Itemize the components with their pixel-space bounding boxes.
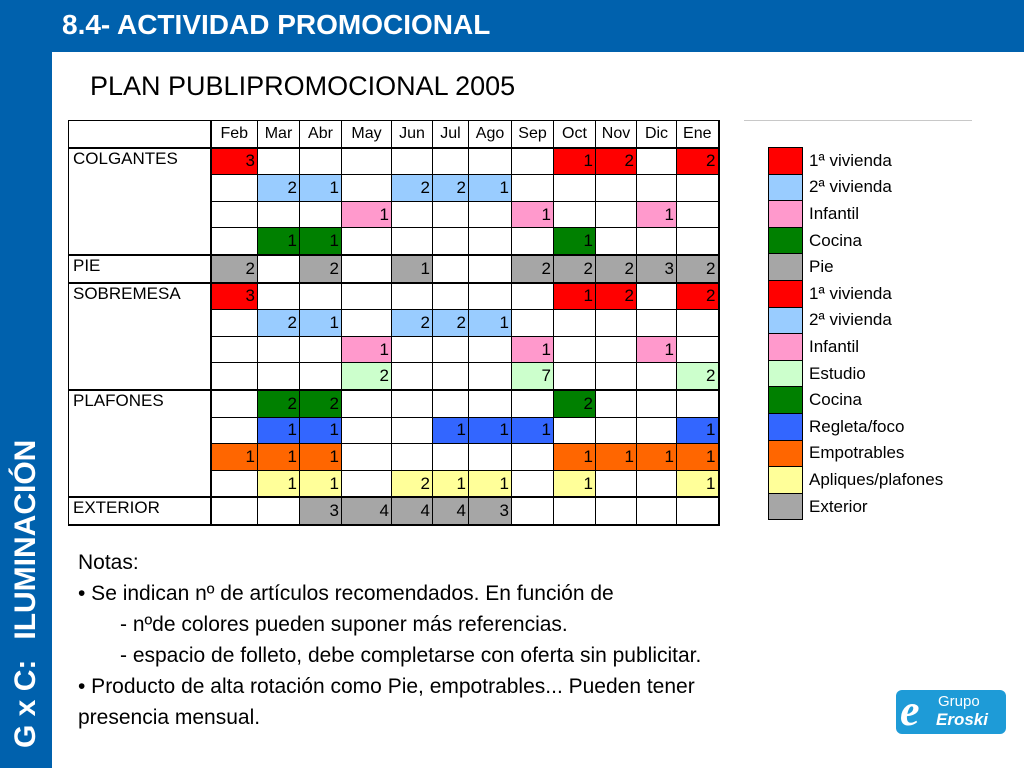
month-cell: 1 xyxy=(469,310,512,337)
color-legend xyxy=(768,147,1003,520)
month-cell xyxy=(554,310,596,337)
legend-label: Infantil xyxy=(809,203,860,223)
month-cell xyxy=(392,228,433,255)
month-cell: 1 xyxy=(392,255,433,283)
category-label: EXTERIOR xyxy=(69,497,211,525)
legend-row xyxy=(769,440,1003,467)
month-cell: 1 xyxy=(211,444,258,471)
legend-swatch xyxy=(769,493,803,520)
month-cell xyxy=(342,417,392,444)
category-label: SOBREMESA xyxy=(69,283,211,390)
month-cell xyxy=(637,470,677,497)
month-cell xyxy=(554,336,596,363)
notes-line: • Producto de alta rotación como Pie, empotrables... Pueden tener xyxy=(78,675,695,698)
month-cell xyxy=(342,283,392,310)
legend-row xyxy=(769,254,1003,281)
month-cell xyxy=(469,255,512,283)
corner-cell xyxy=(69,121,211,148)
month-cell: 1 xyxy=(433,470,469,497)
month-cell xyxy=(596,310,637,337)
month-cell xyxy=(433,363,469,390)
category-label: PIE xyxy=(69,255,211,283)
month-header: Jul xyxy=(433,121,469,148)
month-cell xyxy=(342,390,392,417)
month-cell: 2 xyxy=(677,255,719,283)
month-cell xyxy=(392,283,433,310)
month-cell xyxy=(677,175,719,202)
plan-title: PLAN PUBLIPROMOCIONAL 2005 xyxy=(90,71,516,101)
month-cell xyxy=(469,283,512,310)
month-cell: 3 xyxy=(211,283,258,310)
month-cell xyxy=(300,336,342,363)
month-cell: 1 xyxy=(342,336,392,363)
month-cell: 7 xyxy=(512,363,554,390)
legend-row xyxy=(769,360,1003,387)
month-cell xyxy=(469,148,512,175)
legend-row xyxy=(769,148,1003,175)
month-header: Dic xyxy=(637,121,677,148)
month-cell xyxy=(342,444,392,471)
month-cell: 2 xyxy=(596,255,637,283)
table-row xyxy=(69,390,719,417)
legend-swatch xyxy=(769,148,803,175)
month-cell: 2 xyxy=(433,175,469,202)
month-cell xyxy=(469,444,512,471)
month-cell xyxy=(258,148,300,175)
month-cell: 2 xyxy=(258,175,300,202)
month-cell xyxy=(677,390,719,417)
month-cell xyxy=(300,363,342,390)
month-cell: 2 xyxy=(258,310,300,337)
month-cell: 3 xyxy=(637,255,677,283)
month-cell xyxy=(554,175,596,202)
logo-line1: Grupo xyxy=(938,693,980,710)
month-cell: 1 xyxy=(300,175,342,202)
month-cell: 2 xyxy=(596,148,637,175)
month-cell xyxy=(637,417,677,444)
month-cell: 4 xyxy=(433,497,469,525)
legend-row xyxy=(769,387,1003,414)
month-cell xyxy=(637,175,677,202)
legend-swatch xyxy=(769,307,803,334)
month-cell xyxy=(433,336,469,363)
legend-swatch xyxy=(769,440,803,467)
month-cell: 1 xyxy=(300,417,342,444)
legend-label: 1ª vivienda xyxy=(809,283,892,303)
legend-label: 2ª vivienda xyxy=(809,310,892,330)
legend-swatch xyxy=(769,360,803,387)
table-row xyxy=(69,255,719,283)
month-cell: 1 xyxy=(469,470,512,497)
legend-swatch xyxy=(769,201,803,228)
logo-mark: e xyxy=(900,686,920,735)
month-cell: 1 xyxy=(512,417,554,444)
month-cell xyxy=(258,201,300,228)
month-cell xyxy=(433,201,469,228)
month-cell: 2 xyxy=(300,255,342,283)
month-cell xyxy=(554,497,596,525)
month-cell xyxy=(300,283,342,310)
legend-label: Infantil xyxy=(809,336,860,356)
notes xyxy=(78,547,701,733)
month-header: Abr xyxy=(300,121,342,148)
month-cell xyxy=(258,363,300,390)
logo-line2: Eroski xyxy=(936,710,988,729)
month-cell: 1 xyxy=(554,444,596,471)
month-cell: 2 xyxy=(392,310,433,337)
month-cell xyxy=(554,201,596,228)
month-cell xyxy=(596,363,637,390)
month-cell xyxy=(342,175,392,202)
legend-row xyxy=(769,307,1003,334)
month-cell xyxy=(512,148,554,175)
notes-line: • Se indican nº de artículos recomendados. En función de xyxy=(78,582,614,605)
month-cell xyxy=(392,201,433,228)
month-cell: 1 xyxy=(300,228,342,255)
month-cell: 2 xyxy=(677,148,719,175)
legend-swatch xyxy=(769,413,803,440)
month-cell: 1 xyxy=(433,417,469,444)
month-cell xyxy=(512,390,554,417)
month-cell: 2 xyxy=(342,363,392,390)
month-cell xyxy=(392,444,433,471)
month-cell xyxy=(469,201,512,228)
legend-row xyxy=(769,413,1003,440)
legend-label: Cocina xyxy=(809,390,862,410)
month-cell xyxy=(512,310,554,337)
month-cell: 3 xyxy=(469,497,512,525)
legend-swatch xyxy=(769,174,803,201)
month-header: Mar xyxy=(258,121,300,148)
month-cell xyxy=(596,470,637,497)
month-cell xyxy=(469,336,512,363)
month-cell: 4 xyxy=(392,497,433,525)
month-cell xyxy=(512,228,554,255)
category-label: PLAFONES xyxy=(69,390,211,497)
month-cell xyxy=(596,175,637,202)
month-cell: 2 xyxy=(392,175,433,202)
month-cell xyxy=(596,228,637,255)
month-cell xyxy=(433,283,469,310)
month-cell xyxy=(512,444,554,471)
month-cell: 1 xyxy=(258,470,300,497)
month-cell: 4 xyxy=(342,497,392,525)
month-cell: 1 xyxy=(596,444,637,471)
sidebar-band xyxy=(0,0,52,768)
sidebar-title xyxy=(5,308,47,748)
month-cell xyxy=(637,497,677,525)
month-cell xyxy=(211,363,258,390)
month-cell xyxy=(596,201,637,228)
legend-row xyxy=(769,201,1003,228)
month-cell xyxy=(677,310,719,337)
month-header-row xyxy=(69,121,719,148)
month-cell xyxy=(596,417,637,444)
notes-line: - nºde colores pueden suponer más referencias. xyxy=(120,613,568,636)
month-cell xyxy=(469,363,512,390)
legend-label: Exterior xyxy=(809,496,868,516)
legend-swatch xyxy=(769,227,803,254)
legend-top-rule xyxy=(744,120,972,121)
month-cell: 1 xyxy=(554,470,596,497)
table-row xyxy=(69,148,719,175)
month-cell xyxy=(342,148,392,175)
month-cell xyxy=(677,336,719,363)
month-cell xyxy=(433,255,469,283)
month-cell xyxy=(433,444,469,471)
month-cell xyxy=(469,390,512,417)
month-cell: 1 xyxy=(300,310,342,337)
month-cell xyxy=(512,283,554,310)
month-cell: 1 xyxy=(300,444,342,471)
legend-label: Pie xyxy=(809,257,834,277)
month-cell xyxy=(211,201,258,228)
month-cell: 1 xyxy=(258,444,300,471)
month-cell xyxy=(637,363,677,390)
month-cell xyxy=(677,201,719,228)
month-cell xyxy=(433,390,469,417)
grupo-eroski-logo xyxy=(896,686,1006,735)
month-cell xyxy=(512,497,554,525)
month-cell xyxy=(258,283,300,310)
month-cell xyxy=(637,148,677,175)
legend-row xyxy=(769,174,1003,201)
month-cell: 2 xyxy=(300,390,342,417)
legend-label: Apliques/plafones xyxy=(809,469,944,489)
month-cell: 1 xyxy=(637,336,677,363)
month-cell xyxy=(637,228,677,255)
legend-row xyxy=(769,280,1003,307)
month-cell xyxy=(258,497,300,525)
month-cell: 2 xyxy=(554,255,596,283)
month-cell xyxy=(258,255,300,283)
month-cell: 3 xyxy=(211,148,258,175)
month-cell xyxy=(300,201,342,228)
month-cell: 2 xyxy=(677,363,719,390)
notes-heading: Notas: xyxy=(78,551,139,574)
month-header: May xyxy=(342,121,392,148)
month-cell xyxy=(342,228,392,255)
month-cell xyxy=(512,470,554,497)
month-cell xyxy=(433,228,469,255)
month-cell xyxy=(596,497,637,525)
month-cell xyxy=(392,390,433,417)
legend-label: 1ª vivienda xyxy=(809,150,892,170)
month-cell: 2 xyxy=(554,390,596,417)
month-cell xyxy=(469,228,512,255)
month-cell xyxy=(637,390,677,417)
month-cell: 1 xyxy=(554,148,596,175)
month-cell: 1 xyxy=(677,417,719,444)
table-row xyxy=(69,497,719,525)
legend-label: 2ª vivienda xyxy=(809,177,892,197)
month-cell xyxy=(392,148,433,175)
table-row xyxy=(69,283,719,310)
month-cell xyxy=(554,363,596,390)
month-cell xyxy=(392,336,433,363)
month-cell xyxy=(342,470,392,497)
month-cell xyxy=(211,417,258,444)
notes-line: - espacio de folleto, debe completarse con oferta sin publicitar. xyxy=(120,644,702,667)
legend-swatch xyxy=(769,387,803,414)
legend-label: Empotrables xyxy=(809,443,905,463)
month-cell: 2 xyxy=(258,390,300,417)
month-cell: 1 xyxy=(512,336,554,363)
month-cell xyxy=(211,336,258,363)
month-header: Jun xyxy=(392,121,433,148)
month-cell: 1 xyxy=(637,201,677,228)
month-cell xyxy=(637,283,677,310)
month-cell xyxy=(211,497,258,525)
month-cell xyxy=(637,310,677,337)
month-cell: 2 xyxy=(596,283,637,310)
legend-swatch xyxy=(769,334,803,361)
legend-swatch xyxy=(769,467,803,494)
month-header: Feb xyxy=(211,121,258,148)
month-header: Nov xyxy=(596,121,637,148)
month-cell xyxy=(677,497,719,525)
month-cell: 1 xyxy=(342,201,392,228)
month-header: Sep xyxy=(512,121,554,148)
month-cell: 1 xyxy=(300,470,342,497)
month-cell xyxy=(211,310,258,337)
month-cell xyxy=(342,255,392,283)
month-cell xyxy=(677,228,719,255)
month-cell xyxy=(392,417,433,444)
legend-label: Estudio xyxy=(809,363,866,383)
month-cell: 2 xyxy=(677,283,719,310)
month-cell xyxy=(596,390,637,417)
header-title: 8.4- ACTIVIDAD PROMOCIONAL xyxy=(62,9,491,40)
month-cell: 1 xyxy=(554,283,596,310)
month-cell xyxy=(554,417,596,444)
promo-plan-table xyxy=(68,120,720,526)
legend-swatch xyxy=(769,280,803,307)
legend-label: Cocina xyxy=(809,230,862,250)
notes-line: presencia mensual. xyxy=(78,706,261,729)
month-cell: 1 xyxy=(637,444,677,471)
month-header: Ago xyxy=(469,121,512,148)
header-bar xyxy=(52,0,1024,52)
month-cell xyxy=(300,148,342,175)
month-cell xyxy=(596,336,637,363)
month-cell xyxy=(433,148,469,175)
month-cell: 1 xyxy=(258,417,300,444)
category-label: COLGANTES xyxy=(69,148,211,255)
month-cell: 3 xyxy=(300,497,342,525)
month-cell xyxy=(211,390,258,417)
legend-row xyxy=(769,467,1003,494)
month-cell xyxy=(211,175,258,202)
legend-row xyxy=(769,334,1003,361)
month-cell: 1 xyxy=(469,175,512,202)
month-cell: 2 xyxy=(392,470,433,497)
month-cell xyxy=(512,175,554,202)
month-cell xyxy=(211,470,258,497)
legend-row xyxy=(769,493,1003,520)
month-cell: 1 xyxy=(512,201,554,228)
month-cell: 2 xyxy=(512,255,554,283)
month-header: Oct xyxy=(554,121,596,148)
legend-swatch xyxy=(769,254,803,281)
month-cell xyxy=(392,363,433,390)
legend-row xyxy=(769,227,1003,254)
month-cell: 1 xyxy=(554,228,596,255)
month-cell xyxy=(211,228,258,255)
month-cell: 1 xyxy=(258,228,300,255)
month-cell: 1 xyxy=(677,470,719,497)
month-cell: 2 xyxy=(433,310,469,337)
month-cell xyxy=(258,336,300,363)
sidebar-title-part2: ILUMINACIÓN xyxy=(9,439,42,640)
month-cell: 1 xyxy=(677,444,719,471)
legend-label: Regleta/foco xyxy=(809,416,905,436)
month-cell xyxy=(342,310,392,337)
sidebar-title-part1: G x C: xyxy=(9,659,42,748)
month-cell: 1 xyxy=(469,417,512,444)
month-header: Ene xyxy=(677,121,719,148)
month-cell: 2 xyxy=(211,255,258,283)
